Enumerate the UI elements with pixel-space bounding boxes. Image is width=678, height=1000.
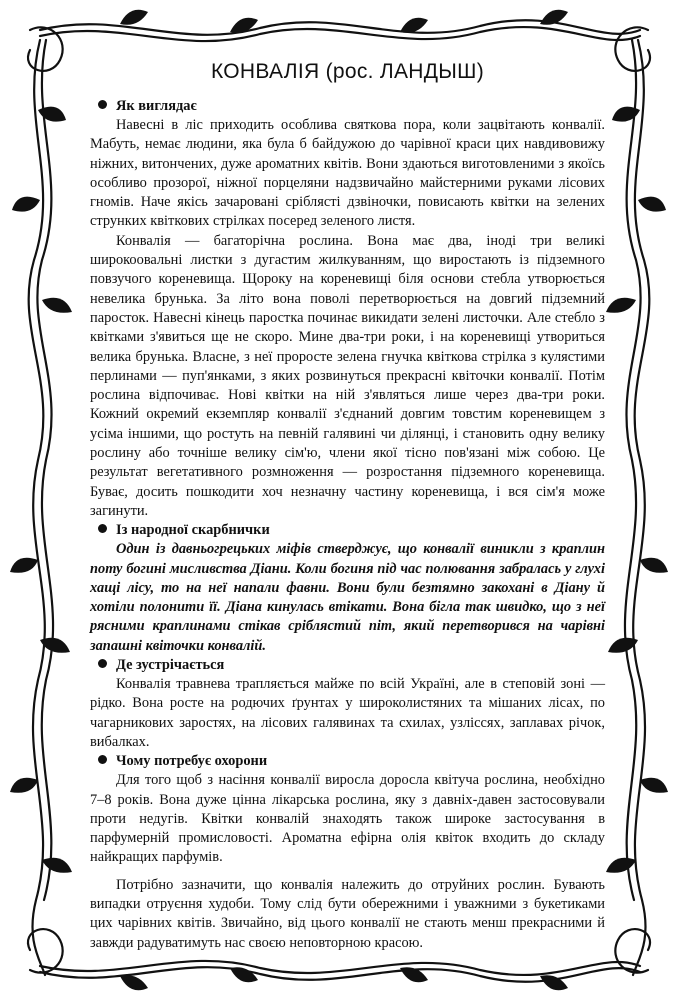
section-heading-protection: Чому потребує охорони [90,752,605,771]
bullet-icon [98,659,107,668]
bullet-icon [98,100,107,109]
section-heading-folklore: Із народної скарбнички [90,521,605,540]
paragraph: Конвалія травнева трапляється майже по всій Україні, але в степовій зоні — рідко. Вона росте на родючих ґрунтах у широколистяних та мішаних лісах, по чагарникових заростях, на лісових галявинах та схилах, узліссях, заплавах річок, вибалках. [90,676,605,750]
paragraph: Навесні в ліс приходить особлива святкова пора, коли зацвітають конвалії. Мабуть, немає людини, яка була б байдужою до чарівної краси цих навдивовижу ніжних, витончених, дуже ароматних квітів. Вони здаються виготовленими з якоїсь особливо прозорої, ніжної порцеляни надзвичайно майстерними руками лісових гномів. Наче якісь зачаровані сріблясті дзвіночки, повисають квітки на зелених струнких квіткових стрілках посеред зеленого листя. [90,117,605,230]
bullet-icon [98,755,107,764]
paragraph: Для того щоб з насіння конвалії виросла доросла квітуча рослина, необхідно 7–8 років. Вона дуже цінна лікарська рослина, яку з давніх-давен застосовували проти недугів. Квітки конвалій знаходять також широке застосування в парфумерній промисловості. Ароматна ефірна олія квіток входить до складу найкращих парфумів. [90,772,605,866]
bullet-icon [98,524,107,533]
section-heading-appearance: Як виглядає [90,97,605,116]
paragraph: Потрібно зазначити, що конвалія належить до отруйних рослин. Бувають випадки отруєння худоби. Тому слід бути обережними і уважними з букетиками цих чарівних квітів. Звичайно, від цього конвалії не стають менш прекрасними й завжди радуватимуть нас своєю неповторною красою. [90,876,605,951]
page-title: КОНВАЛІЯ (рос. ЛАНДЫШ) [210,60,485,83]
legend-paragraph: Один із давньогрецьких міфів стверджує, що конвалії виникли з краплин поту богині мисливства Діани. Коли богиня під час полювання забралась у глухі хащі лісу, то на неї напали фавни. Вони були безтямно закохані в Діану й хотіли полонити її. Діана кинулась втікати. Вона бігла так швидко, що з неї рясними краплинами стікав сріблястий піт, який перетворився на чарівні запашні квіточки конвалій. [90,541,605,654]
section-heading-habitat: Де зустрічається [90,656,605,675]
article [90,60,605,953]
paragraph: Конвалія — багаторічна рослина. Вона має два, іноді три великі широкоовальні листки з дугастим жилкуванням, що виростають із підземного повзучого кореневища. Щороку на кореневищі біля основи стебла утворюється невелика брунька. За літо вона поволі перетворюється на довгий підземний паросток. Навесні кінець паростка починає викидати зелені листочки. Але стебло з квітками з'явиться ще не скоро. Мине два-три роки, і на кореневищі утвориться велика брунька. Власне, з неї проросте зелена гнучка квіткова стрілка з кулястими перлинами — пуп'янками, з яких розвинуться прекрасні квіточки конвалії. Потім рослина відпочиває. Нові квітки на ній з'являться лише через два-три роки. Кожний окремий екземпляр конвалії з'єднаний довгим товстим кореневищем з усіма іншими, що ростуть на певній галявині чи ділянці, і становить одну велику рослину або точніше велику сім'ю, члени якої тісно пов'язані між собою. Це результат вегетативного розмноження — розростання підземного кореневища. Буває, досить пошкодити хоч незначну частину кореневища, і вся сім'я може загинути. [90,232,605,519]
